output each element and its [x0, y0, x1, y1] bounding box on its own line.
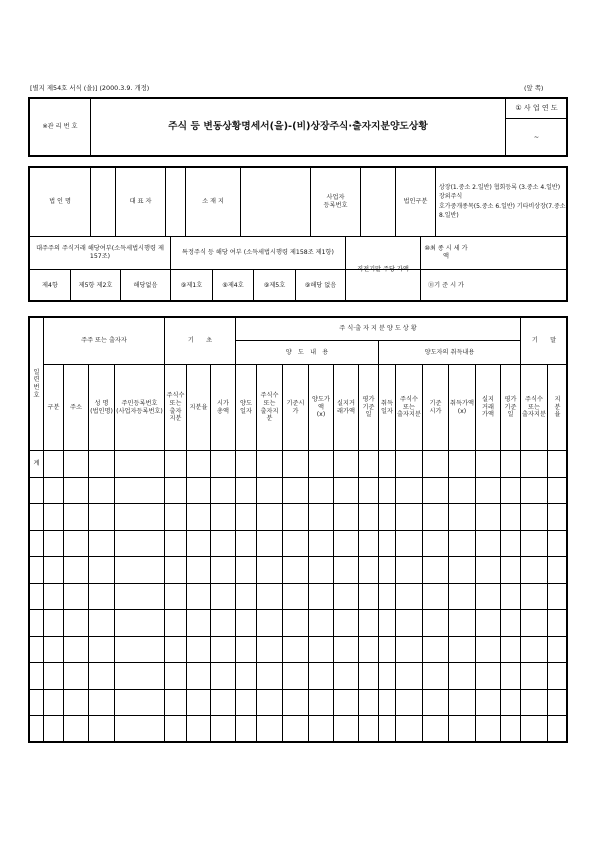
- table-cell[interactable]: [396, 584, 422, 610]
- column-header: 주민등록번호 (사업자등록번호): [116, 399, 163, 415]
- column-header: 실지거 래가액: [337, 399, 355, 415]
- column-header: 주소: [70, 403, 82, 411]
- table-cell[interactable]: [30, 663, 43, 689]
- table-cell[interactable]: [64, 690, 88, 716]
- table-cell[interactable]: [187, 451, 210, 477]
- table-cell[interactable]: [548, 663, 567, 689]
- table-cell[interactable]: [44, 663, 63, 689]
- final-price-label: ⑩최 종 시 세 가 액: [424, 245, 468, 260]
- table-cell[interactable]: [334, 584, 358, 610]
- transfer-status-header: 주 식·출 자 지 분 양 도 상 황: [339, 325, 417, 333]
- table-cell[interactable]: [211, 584, 235, 610]
- table-cell[interactable]: [309, 663, 333, 689]
- table-cell[interactable]: [449, 531, 475, 557]
- table-cell[interactable]: [211, 716, 235, 742]
- table-cell[interactable]: [257, 531, 282, 557]
- column-header: 성 명 (법인명): [90, 399, 113, 415]
- table-cell[interactable]: [211, 478, 235, 504]
- table-cell[interactable]: [236, 531, 256, 557]
- table-cell[interactable]: [501, 690, 520, 716]
- corp-name-value[interactable]: [91, 167, 115, 236]
- table-cell[interactable]: [548, 478, 567, 504]
- table-cell[interactable]: [44, 637, 63, 663]
- corp-type-label: 법인구분: [403, 197, 428, 205]
- table-cell[interactable]: [115, 663, 164, 689]
- column-header: 양도 일자: [240, 399, 252, 415]
- table-cell[interactable]: [283, 504, 308, 530]
- table-cell[interactable]: [64, 637, 88, 663]
- table-cell[interactable]: [283, 716, 308, 742]
- table-cell[interactable]: [379, 610, 395, 636]
- table-cell[interactable]: [423, 504, 448, 530]
- table-cell[interactable]: [359, 478, 378, 504]
- table-cell[interactable]: [257, 610, 282, 636]
- table-cell[interactable]: [548, 690, 567, 716]
- table-cell[interactable]: [501, 504, 520, 530]
- table-cell[interactable]: [257, 584, 282, 610]
- form-reference: [별지 제54호 서식 (을)] (2000.3.9. 개정): [30, 84, 150, 92]
- table-cell[interactable]: [236, 637, 256, 663]
- table-cell[interactable]: [165, 451, 186, 477]
- table-cell[interactable]: [548, 716, 567, 742]
- table-cell[interactable]: [521, 663, 547, 689]
- table-cell[interactable]: [501, 610, 520, 636]
- address-label: 소 재 지: [202, 197, 224, 205]
- table-cell[interactable]: [359, 584, 378, 610]
- table-cell[interactable]: [396, 531, 422, 557]
- table-cell[interactable]: [165, 663, 186, 689]
- table-cell[interactable]: [521, 584, 547, 610]
- table-cell[interactable]: [359, 610, 378, 636]
- table-cell[interactable]: [44, 504, 63, 530]
- table-cell[interactable]: [476, 584, 500, 610]
- table-cell[interactable]: [236, 478, 256, 504]
- table-cell[interactable]: [44, 531, 63, 557]
- column-header: 지 분 율: [554, 395, 561, 419]
- table-cell[interactable]: [115, 690, 164, 716]
- table-cell[interactable]: [211, 451, 235, 477]
- table-cell[interactable]: [30, 531, 43, 557]
- table-cell[interactable]: [187, 716, 210, 742]
- table-cell[interactable]: [501, 584, 520, 610]
- business-number-label: 사업자 등록번호: [323, 193, 348, 209]
- table-cell[interactable]: [449, 637, 475, 663]
- table-cell[interactable]: [165, 690, 186, 716]
- serial-number-header: 일련 번호: [33, 368, 40, 399]
- table-cell[interactable]: [309, 451, 333, 477]
- table-cell[interactable]: [257, 557, 282, 583]
- acquisition-header: 양도자의 취득내용: [424, 348, 475, 356]
- table-cell[interactable]: [396, 716, 422, 742]
- table-cell[interactable]: [309, 716, 333, 742]
- column-header: 주식수 또는 출자 지분: [166, 392, 185, 423]
- table-cell[interactable]: [211, 610, 235, 636]
- table-cell[interactable]: [44, 478, 63, 504]
- table-cell[interactable]: [334, 690, 358, 716]
- column-header: 시가 총액: [217, 399, 229, 415]
- table-cell[interactable]: [30, 584, 43, 610]
- page-side: (앞 쪽): [524, 84, 544, 92]
- table-cell[interactable]: [359, 716, 378, 742]
- table-cell[interactable]: [44, 584, 63, 610]
- table-cell[interactable]: [211, 531, 235, 557]
- table-cell[interactable]: [548, 531, 567, 557]
- table-cell[interactable]: [30, 557, 43, 583]
- table-cell[interactable]: [521, 716, 547, 742]
- table-cell[interactable]: [115, 584, 164, 610]
- table-cell[interactable]: [236, 451, 256, 477]
- column-header: 기준시 가: [286, 399, 305, 415]
- table-cell[interactable]: [521, 478, 547, 504]
- table-cell[interactable]: [396, 451, 422, 477]
- table-cell[interactable]: [44, 557, 63, 583]
- table-cell[interactable]: [379, 451, 395, 477]
- table-cell[interactable]: [89, 451, 114, 477]
- table-cell[interactable]: [64, 504, 88, 530]
- table-cell[interactable]: [309, 557, 333, 583]
- table-cell[interactable]: [423, 478, 448, 504]
- table-cell[interactable]: [334, 531, 358, 557]
- table-cell[interactable]: [187, 584, 210, 610]
- table-cell[interactable]: [211, 690, 235, 716]
- table-cell[interactable]: [64, 610, 88, 636]
- shareholder-header: 주주 또는 출자자: [81, 337, 127, 345]
- table-cell[interactable]: [359, 663, 378, 689]
- table-cell[interactable]: [449, 610, 475, 636]
- table-cell[interactable]: [309, 584, 333, 610]
- table-cell[interactable]: [30, 637, 43, 663]
- table-cell[interactable]: [211, 637, 235, 663]
- table-cell[interactable]: [165, 610, 186, 636]
- table-cell[interactable]: [257, 690, 282, 716]
- table-cell[interactable]: [187, 531, 210, 557]
- table-cell[interactable]: [165, 478, 186, 504]
- table-cell[interactable]: [548, 451, 567, 477]
- table-cell[interactable]: [64, 716, 88, 742]
- table-cell[interactable]: [423, 716, 448, 742]
- table-cell[interactable]: [379, 531, 395, 557]
- table-cell[interactable]: [165, 531, 186, 557]
- table-cell[interactable]: [30, 478, 43, 504]
- transfer-content-header: 양 도 내 용: [285, 348, 329, 356]
- table-cell[interactable]: [283, 557, 308, 583]
- table-cell[interactable]: [64, 451, 88, 477]
- table-cell[interactable]: [476, 610, 500, 636]
- table-cell[interactable]: [115, 531, 164, 557]
- table-cell[interactable]: [423, 663, 448, 689]
- table-cell[interactable]: [396, 663, 422, 689]
- table-cell[interactable]: [309, 610, 333, 636]
- table-cell[interactable]: [283, 690, 308, 716]
- table-cell[interactable]: [396, 478, 422, 504]
- table-cell[interactable]: [476, 716, 500, 742]
- table-cell[interactable]: [359, 451, 378, 477]
- table-cell[interactable]: [89, 478, 114, 504]
- table-cell[interactable]: [236, 663, 256, 689]
- base-price-label: ⑪기 준 시 가: [428, 282, 464, 290]
- table-cell[interactable]: [476, 504, 500, 530]
- table-cell[interactable]: [521, 637, 547, 663]
- table-cell[interactable]: [115, 610, 164, 636]
- table-cell[interactable]: [257, 716, 282, 742]
- column-header: 주식수 또는 출자지분: [260, 392, 279, 423]
- column-header: 평가 기준일: [504, 395, 517, 419]
- corp-name-label: 법 인 명: [49, 197, 71, 205]
- column-header: 기준 시가: [429, 399, 442, 415]
- table-cell[interactable]: [449, 451, 475, 477]
- special-option-5[interactable]: ⑨제5호: [263, 282, 286, 290]
- table-cell[interactable]: [64, 557, 88, 583]
- table-cell[interactable]: [476, 451, 500, 477]
- table-cell[interactable]: [359, 504, 378, 530]
- column-header: 실지 거래 가액: [482, 395, 494, 419]
- table-cell[interactable]: [165, 504, 186, 530]
- table-cell[interactable]: [257, 663, 282, 689]
- table-cell[interactable]: [115, 716, 164, 742]
- table-cell[interactable]: [359, 690, 378, 716]
- table-cell[interactable]: [521, 610, 547, 636]
- table-cell[interactable]: [548, 504, 567, 530]
- table-cell[interactable]: [501, 478, 520, 504]
- table-cell[interactable]: [334, 451, 358, 477]
- table-cell[interactable]: [187, 663, 210, 689]
- table-cell[interactable]: [396, 637, 422, 663]
- table-cell[interactable]: [449, 690, 475, 716]
- table-cell[interactable]: [30, 690, 43, 716]
- table-cell[interactable]: [521, 557, 547, 583]
- column-header: 구분: [47, 403, 60, 411]
- major-option-none[interactable]: 해당없음: [133, 282, 158, 290]
- table-cell[interactable]: [64, 584, 88, 610]
- table-cell[interactable]: [283, 637, 308, 663]
- table-cell[interactable]: [334, 716, 358, 742]
- table-cell[interactable]: [334, 557, 358, 583]
- table-cell[interactable]: [379, 478, 395, 504]
- column-header: 주식수 또는 출자지분: [397, 395, 421, 419]
- table-cell[interactable]: [89, 716, 114, 742]
- table-cell[interactable]: [396, 610, 422, 636]
- specific-stock-label: 특정주식 등 해당 여부 (소득세법시행령 제158조 제1항): [182, 249, 334, 257]
- table-cell[interactable]: [187, 637, 210, 663]
- table-cell[interactable]: [548, 557, 567, 583]
- table-cell[interactable]: [423, 557, 448, 583]
- table-cell[interactable]: [211, 557, 235, 583]
- table-cell[interactable]: [89, 663, 114, 689]
- total-row-label: 계: [33, 460, 40, 468]
- table-cell[interactable]: [476, 690, 500, 716]
- major-option-5[interactable]: 제5항 제2호: [78, 282, 113, 290]
- table-cell[interactable]: [501, 557, 520, 583]
- table-cell[interactable]: [379, 584, 395, 610]
- table-cell[interactable]: [334, 663, 358, 689]
- major-shareholder-label: 대주주의 주식거래 해당여부(소득세법시행령 제157조): [36, 245, 164, 260]
- table-cell[interactable]: [423, 610, 448, 636]
- table-cell[interactable]: [423, 584, 448, 610]
- table-cell[interactable]: [257, 478, 282, 504]
- table-cell[interactable]: [521, 451, 547, 477]
- table-cell[interactable]: [309, 531, 333, 557]
- table-cell[interactable]: [334, 637, 358, 663]
- special-option-none[interactable]: ⑨해당 없음: [304, 282, 337, 290]
- table-cell[interactable]: [309, 504, 333, 530]
- table-cell[interactable]: [64, 478, 88, 504]
- table-cell[interactable]: [449, 478, 475, 504]
- table-cell[interactable]: [283, 478, 308, 504]
- table-cell[interactable]: [30, 610, 43, 636]
- table-cell[interactable]: [501, 451, 520, 477]
- table-cell[interactable]: [309, 478, 333, 504]
- table-cell[interactable]: [89, 557, 114, 583]
- table-cell[interactable]: [283, 584, 308, 610]
- table-cell[interactable]: [423, 451, 448, 477]
- table-cell[interactable]: [379, 663, 395, 689]
- table-cell[interactable]: [165, 557, 186, 583]
- table-cell[interactable]: [423, 690, 448, 716]
- table-cell[interactable]: [501, 637, 520, 663]
- table-cell[interactable]: [115, 557, 164, 583]
- table-cell[interactable]: [64, 663, 88, 689]
- table-cell[interactable]: [379, 504, 395, 530]
- last-price-label: 직전기말 주당 가액: [357, 265, 409, 273]
- table-cell[interactable]: [89, 584, 114, 610]
- table-cell[interactable]: [379, 637, 395, 663]
- table-cell[interactable]: [283, 531, 308, 557]
- ending-header: 기 말: [531, 337, 557, 345]
- table-cell[interactable]: [187, 478, 210, 504]
- corp-type-options[interactable]: 상장(1.중소 2.일반) 협회등록 (3.중소 4.일반) 장외주식 호가중개종목(5.중소 6.일반) 기타비상장(7.중소 8.일반): [439, 183, 566, 219]
- table-cell[interactable]: [396, 690, 422, 716]
- special-option-1[interactable]: ⑨제1호: [180, 282, 203, 290]
- table-cell[interactable]: [476, 531, 500, 557]
- table-cell[interactable]: [64, 531, 88, 557]
- table-cell[interactable]: [89, 637, 114, 663]
- table-cell[interactable]: [476, 478, 500, 504]
- column-header: 지분율: [189, 403, 208, 411]
- table-cell[interactable]: [187, 557, 210, 583]
- table-cell[interactable]: [283, 663, 308, 689]
- table-cell[interactable]: [548, 637, 567, 663]
- table-cell[interactable]: [548, 584, 567, 610]
- table-cell[interactable]: [449, 663, 475, 689]
- table-cell[interactable]: [44, 610, 63, 636]
- table-cell[interactable]: [236, 504, 256, 530]
- table-cell[interactable]: [44, 451, 63, 477]
- table-cell[interactable]: [89, 504, 114, 530]
- table-cell[interactable]: [30, 716, 43, 742]
- table-cell[interactable]: [379, 557, 395, 583]
- table-cell[interactable]: [334, 610, 358, 636]
- table-cell[interactable]: [236, 690, 256, 716]
- table-cell[interactable]: [165, 716, 186, 742]
- table-cell[interactable]: [396, 504, 422, 530]
- column-header: 평가 기준일: [362, 395, 375, 419]
- table-cell[interactable]: [423, 637, 448, 663]
- table-cell[interactable]: [187, 504, 210, 530]
- fiscal-year-label: ① 사 업 연 도: [515, 103, 558, 112]
- table-cell[interactable]: [236, 584, 256, 610]
- table-cell[interactable]: [396, 557, 422, 583]
- table-cell[interactable]: [30, 504, 43, 530]
- table-cell[interactable]: [115, 637, 164, 663]
- table-cell[interactable]: [44, 690, 63, 716]
- table-cell[interactable]: [236, 716, 256, 742]
- table-cell[interactable]: [257, 504, 282, 530]
- table-cell[interactable]: [379, 690, 395, 716]
- table-cell[interactable]: [449, 557, 475, 583]
- table-cell[interactable]: [115, 451, 164, 477]
- table-cell[interactable]: [89, 531, 114, 557]
- column-header: 취득가액 (x): [450, 399, 474, 415]
- table-cell[interactable]: [283, 610, 308, 636]
- fiscal-year-value[interactable]: ~: [533, 133, 540, 141]
- representative-label: 대 표 자: [129, 197, 152, 205]
- table-cell[interactable]: [359, 557, 378, 583]
- table-cell[interactable]: [44, 716, 63, 742]
- table-cell[interactable]: [521, 531, 547, 557]
- table-cell[interactable]: [283, 451, 308, 477]
- table-cell[interactable]: [257, 637, 282, 663]
- special-option-4[interactable]: ⑨제4호: [222, 282, 244, 290]
- table-cell[interactable]: [548, 610, 567, 636]
- table-cell[interactable]: [449, 716, 475, 742]
- table-cell[interactable]: [309, 637, 333, 663]
- table-cell[interactable]: [501, 716, 520, 742]
- table-cell[interactable]: [309, 690, 333, 716]
- table-cell[interactable]: [423, 531, 448, 557]
- table-cell[interactable]: [165, 637, 186, 663]
- beginning-header: 기 초: [187, 337, 213, 345]
- table-cell[interactable]: [501, 531, 520, 557]
- table-cell[interactable]: [165, 584, 186, 610]
- table-cell[interactable]: [187, 610, 210, 636]
- table-cell[interactable]: [334, 478, 358, 504]
- table-cell[interactable]: [521, 690, 547, 716]
- table-cell[interactable]: [187, 690, 210, 716]
- table-cell[interactable]: [359, 637, 378, 663]
- table-cell[interactable]: [89, 610, 114, 636]
- table-cell[interactable]: [115, 504, 164, 530]
- table-cell[interactable]: [449, 584, 475, 610]
- table-cell[interactable]: [501, 663, 520, 689]
- table-cell[interactable]: [379, 716, 395, 742]
- column-header: 주식수 또는 출자지분: [522, 395, 546, 419]
- table-cell[interactable]: [334, 504, 358, 530]
- table-cell[interactable]: [211, 504, 235, 530]
- table-cell[interactable]: [236, 610, 256, 636]
- table-cell[interactable]: [476, 663, 500, 689]
- table-cell[interactable]: [257, 451, 282, 477]
- table-cell[interactable]: [521, 504, 547, 530]
- table-cell[interactable]: [476, 637, 500, 663]
- table-cell[interactable]: [359, 531, 378, 557]
- major-option-4[interactable]: 제4항: [42, 282, 58, 290]
- column-header: 양도가액 (x): [312, 395, 330, 419]
- column-header: 취득 일자: [381, 399, 393, 415]
- table-cell[interactable]: [89, 690, 114, 716]
- management-number-label: ※관 리 번 호: [42, 123, 78, 131]
- page-title: 주식 등 변동상황명세서(을)-(비)상장주식·출자지분양도상황: [168, 120, 428, 132]
- table-cell[interactable]: [449, 504, 475, 530]
- table-cell[interactable]: [476, 557, 500, 583]
- table-cell[interactable]: [236, 557, 256, 583]
- table-cell[interactable]: [115, 478, 164, 504]
- table-cell[interactable]: [211, 663, 235, 689]
